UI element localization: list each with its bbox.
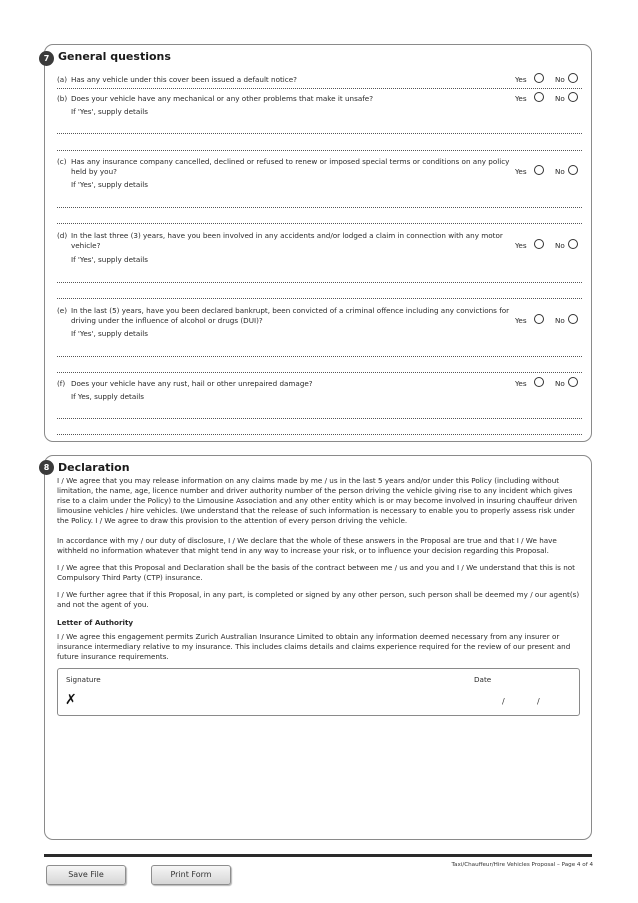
question-b-no-radio[interactable] [568, 92, 578, 102]
page-info: Taxi/Chauffeur/Hire Vehicles Proposal – Page 4 of 4 [451, 862, 593, 868]
yes-label: Yes [515, 94, 527, 103]
signature-field[interactable] [70, 685, 460, 713]
details-line[interactable] [57, 133, 582, 134]
details-line[interactable] [57, 223, 582, 224]
question-text: In the last three (3) years, have you been involved in any accidents and/or lodged a claim in connection with any motor vehicle? [71, 231, 503, 250]
question-f-no-radio[interactable] [568, 377, 578, 387]
footer-rule [44, 854, 592, 857]
section-title: General questions [58, 50, 171, 63]
question-text: In the last (5) years, have you been declared bankrupt, been convicted of a criminal offence including any convictions for driving under the influence of alcohol or drugs (DUI)? [71, 306, 510, 325]
details-line[interactable] [57, 418, 582, 419]
no-label: No [555, 75, 565, 84]
details-line[interactable] [57, 434, 582, 435]
yes-label: Yes [515, 167, 527, 176]
question-d [57, 231, 582, 253]
declaration-paragraph: I / We agree that this Proposal and Declaration shall be the basis of the contract between me / us and you and I / We understand that this is not Compulsory Third Party (CTP) insurance. [57, 563, 575, 582]
question-letter: (d) [57, 231, 68, 240]
question-letter: (c) [57, 157, 67, 166]
question-text: Does your vehicle have any mechanical or any other problems that make it unsafe? [71, 94, 374, 103]
question-d-no-radio[interactable] [568, 239, 578, 249]
letter-of-authority-text: I / We agree this engagement permits Zurich Australian Insurance Limited to obtain any information deemed necessary from any insurer or insurance intermediary relative to my insurance. This includes claims details and claims experience required for the review of our present and future insurance requirements. [57, 632, 571, 661]
question-f-yes-radio[interactable] [534, 377, 544, 387]
details-line[interactable] [57, 207, 582, 208]
details-line[interactable] [57, 150, 582, 151]
signature-mark-icon: ✗ [65, 692, 77, 708]
no-label: No [555, 241, 565, 250]
question-text: Has any insurance company cancelled, declined or refused to renew or imposed special terms or conditions on any policy held by you? [71, 157, 510, 176]
date-separator: / [502, 697, 505, 706]
signature-label: Signature [66, 675, 101, 684]
question-letter: (a) [57, 75, 68, 84]
date-separator: / [537, 697, 540, 706]
details-line[interactable] [57, 298, 582, 299]
question-b [57, 94, 582, 106]
section-number-badge: 7 [39, 51, 54, 66]
yes-label: Yes [515, 379, 527, 388]
question-letter: (b) [57, 94, 68, 103]
question-b-yes-radio[interactable] [534, 92, 544, 102]
question-e-yes-radio[interactable] [534, 314, 544, 324]
yes-label: Yes [515, 316, 527, 325]
section-title: Declaration [58, 461, 130, 474]
date-label: Date [474, 675, 492, 684]
print-form-button[interactable]: Print Form [151, 865, 231, 885]
question-c-yes-radio[interactable] [534, 165, 544, 175]
declaration-paragraph: In accordance with my / our duty of disclosure, I / We declare that the whole of these answers in the Proposal are true and that I / We have withheld no information whatever that might tend in any way to increase your risk, or to influence your decision regarding this Proposal. [57, 536, 557, 555]
declaration-paragraph: I / We agree that you may release information on any claims made by me / us in the last 5 years and/or under this Policy (including without limitation, the name, age, licence number and driver authority number of the person driving the vehicle giving rise to any incident which gives rise to a claim under the Policy) to the Limousine Association and any other entity which is or may become involved in insuring chauffeur driven limousine vehicles / hire vehicles. I/we understand that the release of such information is necessary to enable you to properly assess risk under the Policy. I / We agree to draw this provision to the attention of every person driving the vehicle. [57, 476, 578, 525]
no-label: No [555, 316, 565, 325]
question-a [57, 75, 582, 87]
details-line[interactable] [57, 282, 582, 283]
question-f [57, 379, 582, 391]
details-line[interactable] [57, 372, 582, 373]
date-field[interactable] [470, 685, 575, 713]
no-label: No [555, 379, 565, 388]
declaration-paragraph: I / We further agree that if this Proposal, in any part, is completed or signed by any other person, such person shall be deemed my / our agent(s) and not the agent of you. [57, 590, 580, 609]
yes-label: Yes [515, 75, 527, 84]
no-label: No [555, 167, 565, 176]
question-a-yes-radio[interactable] [534, 73, 544, 83]
question-c-no-radio[interactable] [568, 165, 578, 175]
question-text: Has any vehicle under this cover been issued a default notice? [71, 75, 297, 84]
question-letter: (f) [57, 379, 66, 388]
question-e-no-radio[interactable] [568, 314, 578, 324]
section-number-badge: 8 [39, 460, 54, 475]
question-d-yes-radio[interactable] [534, 239, 544, 249]
save-file-button[interactable]: Save File [46, 865, 126, 885]
question-e [57, 306, 582, 328]
letter-of-authority-heading: Letter of Authority [57, 618, 134, 627]
question-a-no-radio[interactable] [568, 73, 578, 83]
question-text: Does your vehicle have any rust, hail or other unrepaired damage? [71, 379, 313, 388]
no-label: No [555, 94, 565, 103]
question-letter: (e) [57, 306, 68, 315]
details-line[interactable] [57, 356, 582, 357]
dotted-rule [57, 88, 582, 89]
yes-label: Yes [515, 241, 527, 250]
question-c [57, 157, 582, 179]
